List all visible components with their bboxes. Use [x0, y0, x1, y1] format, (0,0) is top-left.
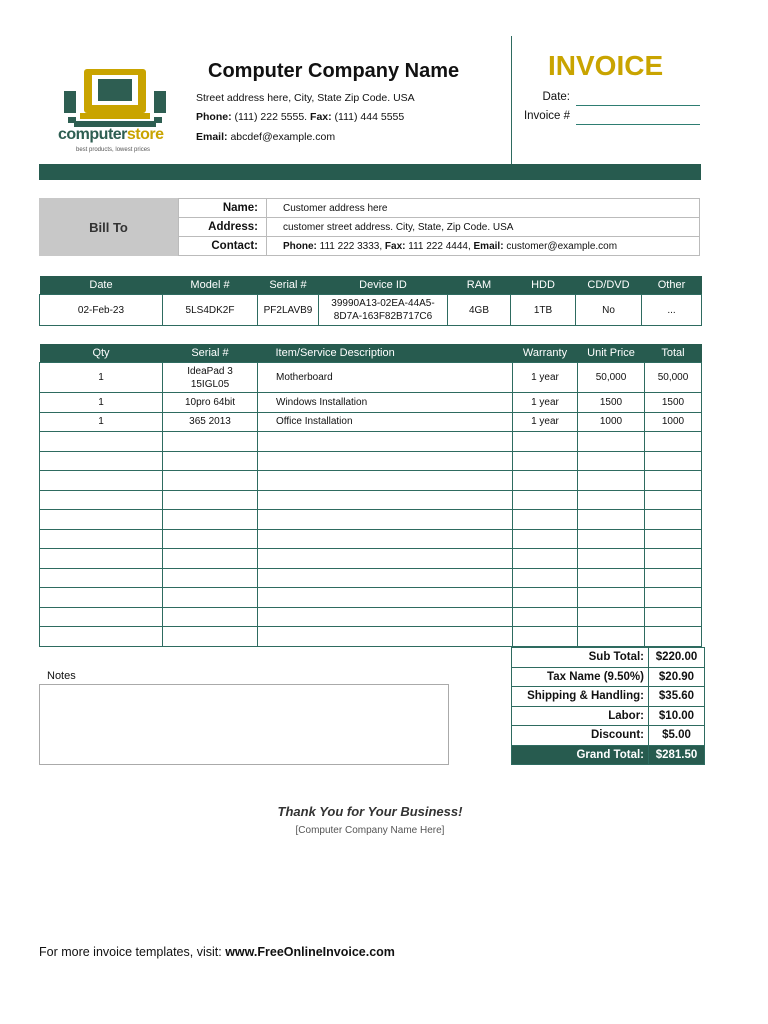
empty-cell[interactable] — [645, 432, 702, 452]
tax-label: Tax Name (9.50%) — [512, 667, 649, 687]
discount-value: $5.00 — [649, 726, 705, 746]
empty-cell[interactable] — [578, 529, 645, 549]
device-cell[interactable]: 4GB — [448, 295, 511, 326]
total-cell[interactable]: 50,000 — [645, 363, 702, 393]
table-row — [40, 412, 702, 432]
empty-cell[interactable] — [645, 568, 702, 588]
device-cell[interactable]: 1TB — [511, 295, 576, 326]
empty-cell[interactable] — [40, 607, 163, 627]
empty-cell[interactable] — [513, 588, 578, 608]
empty-cell[interactable] — [645, 549, 702, 569]
empty-cell[interactable] — [258, 490, 513, 510]
device-cell[interactable]: No — [576, 295, 642, 326]
empty-cell[interactable] — [513, 490, 578, 510]
empty-cell[interactable] — [40, 510, 163, 530]
empty-cell[interactable] — [645, 510, 702, 530]
serial-cell[interactable]: 365 2013 — [163, 412, 258, 432]
device-cell[interactable]: 02-Feb-23 — [40, 295, 163, 326]
bill-to-address[interactable]: customer street address. City, State, Zip Code. USA — [267, 218, 700, 237]
items-header: Qty — [40, 344, 163, 363]
empty-cell[interactable] — [163, 607, 258, 627]
notes-label: Notes — [47, 670, 76, 682]
empty-cell[interactable] — [40, 471, 163, 491]
empty-cell[interactable] — [513, 568, 578, 588]
device-header: Serial # — [258, 276, 319, 295]
empty-cell[interactable] — [163, 432, 258, 452]
empty-cell[interactable] — [163, 568, 258, 588]
unit-price-cell[interactable]: 1500 — [578, 393, 645, 413]
empty-table-row — [40, 588, 702, 608]
empty-cell[interactable] — [163, 490, 258, 510]
logo-tagline: best products, lowest prices — [76, 147, 151, 153]
empty-cell[interactable] — [645, 529, 702, 549]
empty-table-row — [40, 510, 702, 530]
warranty-cell[interactable]: 1 year — [513, 363, 578, 393]
empty-table-row — [40, 451, 702, 471]
items-header: Warranty — [513, 344, 578, 363]
empty-cell[interactable] — [163, 588, 258, 608]
empty-cell[interactable] — [40, 432, 163, 452]
empty-cell[interactable] — [163, 529, 258, 549]
footer-link[interactable]: www.FreeOnlineInvoice.com — [225, 945, 395, 959]
device-header: RAM — [448, 276, 511, 295]
description-cell[interactable]: Windows Installation — [258, 393, 513, 413]
empty-cell[interactable] — [578, 549, 645, 569]
discount-label: Discount: — [512, 726, 649, 746]
description-cell[interactable]: Office Installation — [258, 412, 513, 432]
invoice-title: INVOICE — [548, 50, 664, 81]
empty-cell[interactable] — [578, 471, 645, 491]
empty-cell[interactable] — [578, 451, 645, 471]
empty-cell[interactable] — [40, 549, 163, 569]
logo-wordmark: computerstore — [58, 126, 164, 143]
empty-cell[interactable] — [40, 568, 163, 588]
sub-total-label: Sub Total: — [512, 648, 649, 668]
empty-table-row — [40, 607, 702, 627]
warranty-cell[interactable]: 1 year — [513, 412, 578, 432]
empty-cell[interactable] — [163, 627, 258, 647]
total-cell[interactable]: 1500 — [645, 393, 702, 413]
labor-label: Labor: — [512, 706, 649, 726]
empty-cell[interactable] — [513, 471, 578, 491]
empty-table-row — [40, 568, 702, 588]
device-cell[interactable]: 39990A13-02EA-44A5-8D7A-163F82B717C6 — [319, 295, 448, 326]
description-cell[interactable]: Motherboard — [258, 363, 513, 393]
empty-cell[interactable] — [163, 451, 258, 471]
empty-cell[interactable] — [578, 627, 645, 647]
empty-cell[interactable] — [163, 471, 258, 491]
grand-total-value: $281.50 — [649, 745, 705, 765]
empty-cell[interactable] — [578, 432, 645, 452]
empty-table-row — [40, 529, 702, 549]
qty-cell[interactable]: 1 — [40, 412, 163, 432]
qty-cell[interactable]: 1 — [40, 363, 163, 393]
empty-cell[interactable] — [645, 471, 702, 491]
empty-cell[interactable] — [513, 627, 578, 647]
empty-cell[interactable] — [513, 451, 578, 471]
empty-cell[interactable] — [578, 568, 645, 588]
invoice-number-label: Invoice # — [523, 110, 570, 122]
empty-table-row — [40, 627, 702, 647]
empty-cell[interactable] — [40, 529, 163, 549]
invoice-number-field[interactable] — [576, 124, 700, 125]
empty-table-row — [40, 549, 702, 569]
company-name: Computer Company Name — [208, 60, 460, 82]
empty-cell[interactable] — [258, 607, 513, 627]
items-header: Serial # — [163, 344, 258, 363]
empty-cell[interactable] — [513, 607, 578, 627]
empty-table-row — [40, 471, 702, 491]
date-label: Date: — [542, 91, 570, 103]
items-header: Total — [645, 344, 702, 363]
table-row — [40, 393, 702, 413]
warranty-cell[interactable]: 1 year — [513, 393, 578, 413]
empty-cell[interactable] — [645, 607, 702, 627]
serial-cell[interactable]: IdeaPad 3 15IGL05 — [163, 363, 258, 393]
thank-you-message: Thank You for Your Business! — [277, 804, 463, 819]
company-email: Email: abcdef@example.com — [196, 131, 336, 143]
shipping-label: Shipping & Handling: — [512, 687, 649, 707]
company-name-placeholder: [Computer Company Name Here] — [295, 825, 445, 836]
labor-value: $10.00 — [649, 706, 705, 726]
totals-table — [511, 647, 705, 765]
items-header: Item/Service Description — [258, 344, 513, 363]
sub-total-value: $220.00 — [649, 648, 705, 668]
device-header: CD/DVD — [576, 276, 642, 295]
tax-value: $20.90 — [649, 667, 705, 687]
empty-cell[interactable] — [258, 471, 513, 491]
device-cell[interactable]: PF2LAVB9 — [258, 295, 319, 326]
grand-total-label: Grand Total: — [512, 745, 649, 765]
empty-cell[interactable] — [258, 549, 513, 569]
empty-table-row — [40, 490, 702, 510]
empty-table-row — [40, 432, 702, 452]
empty-cell[interactable] — [258, 568, 513, 588]
empty-cell[interactable] — [513, 529, 578, 549]
device-header: Model # — [163, 276, 258, 295]
bill-to-name[interactable]: Customer address here — [267, 199, 700, 218]
date-field[interactable] — [576, 105, 700, 106]
empty-cell[interactable] — [40, 627, 163, 647]
empty-cell[interactable] — [163, 510, 258, 530]
serial-cell[interactable]: 10pro 64bit — [163, 393, 258, 413]
empty-cell[interactable] — [645, 490, 702, 510]
empty-cell[interactable] — [258, 510, 513, 530]
device-header: Date — [40, 276, 163, 295]
notes-field[interactable] — [39, 684, 449, 765]
empty-cell[interactable] — [513, 510, 578, 530]
empty-cell[interactable] — [645, 588, 702, 608]
footer — [39, 945, 395, 959]
bill-to-table — [178, 198, 700, 256]
empty-cell[interactable] — [40, 588, 163, 608]
empty-cell[interactable] — [578, 588, 645, 608]
empty-cell[interactable] — [578, 607, 645, 627]
unit-price-cell[interactable]: 50,000 — [578, 363, 645, 393]
table-row — [40, 363, 702, 393]
device-header: Other — [642, 276, 702, 295]
bill-to-contact-label: Contact: — [179, 237, 267, 256]
total-cell[interactable]: 1000 — [645, 412, 702, 432]
empty-cell[interactable] — [40, 490, 163, 510]
header-bar — [39, 164, 701, 180]
empty-cell[interactable] — [258, 432, 513, 452]
device-table — [39, 276, 702, 326]
empty-cell[interactable] — [645, 451, 702, 471]
bill-to-address-label: Address: — [179, 218, 267, 237]
empty-cell[interactable] — [40, 451, 163, 471]
shipping-value: $35.60 — [649, 687, 705, 707]
empty-cell[interactable] — [578, 510, 645, 530]
device-cell[interactable]: ... — [642, 295, 702, 326]
items-header: Unit Price — [578, 344, 645, 363]
unit-price-cell[interactable]: 1000 — [578, 412, 645, 432]
empty-cell[interactable] — [258, 627, 513, 647]
company-phone-fax: Phone: (111) 222 5555. Fax: (111) 444 5555 — [196, 111, 405, 123]
device-header: Device ID — [319, 276, 448, 295]
qty-cell[interactable]: 1 — [40, 393, 163, 413]
empty-cell[interactable] — [258, 451, 513, 471]
bill-to-contact[interactable]: Phone: 111 222 3333, Fax: 111 222 4444, Email: customer@example.com — [267, 237, 700, 256]
empty-cell[interactable] — [258, 529, 513, 549]
empty-cell[interactable] — [645, 627, 702, 647]
computer-store-logo — [58, 44, 176, 162]
bill-to-name-label: Name: — [179, 199, 267, 218]
empty-cell[interactable] — [163, 549, 258, 569]
empty-cell[interactable] — [258, 588, 513, 608]
footer-text: For more invoice templates, visit: — [39, 945, 222, 959]
device-row — [40, 295, 702, 326]
company-address: Street address here, City, State Zip Code. USA — [196, 92, 415, 104]
items-table — [39, 344, 702, 647]
empty-cell[interactable] — [513, 549, 578, 569]
empty-cell[interactable] — [578, 490, 645, 510]
empty-cell[interactable] — [513, 432, 578, 452]
device-header: HDD — [511, 276, 576, 295]
device-cell[interactable]: 5LS4DK2F — [163, 295, 258, 326]
bill-to-heading: Bill To — [39, 198, 178, 256]
